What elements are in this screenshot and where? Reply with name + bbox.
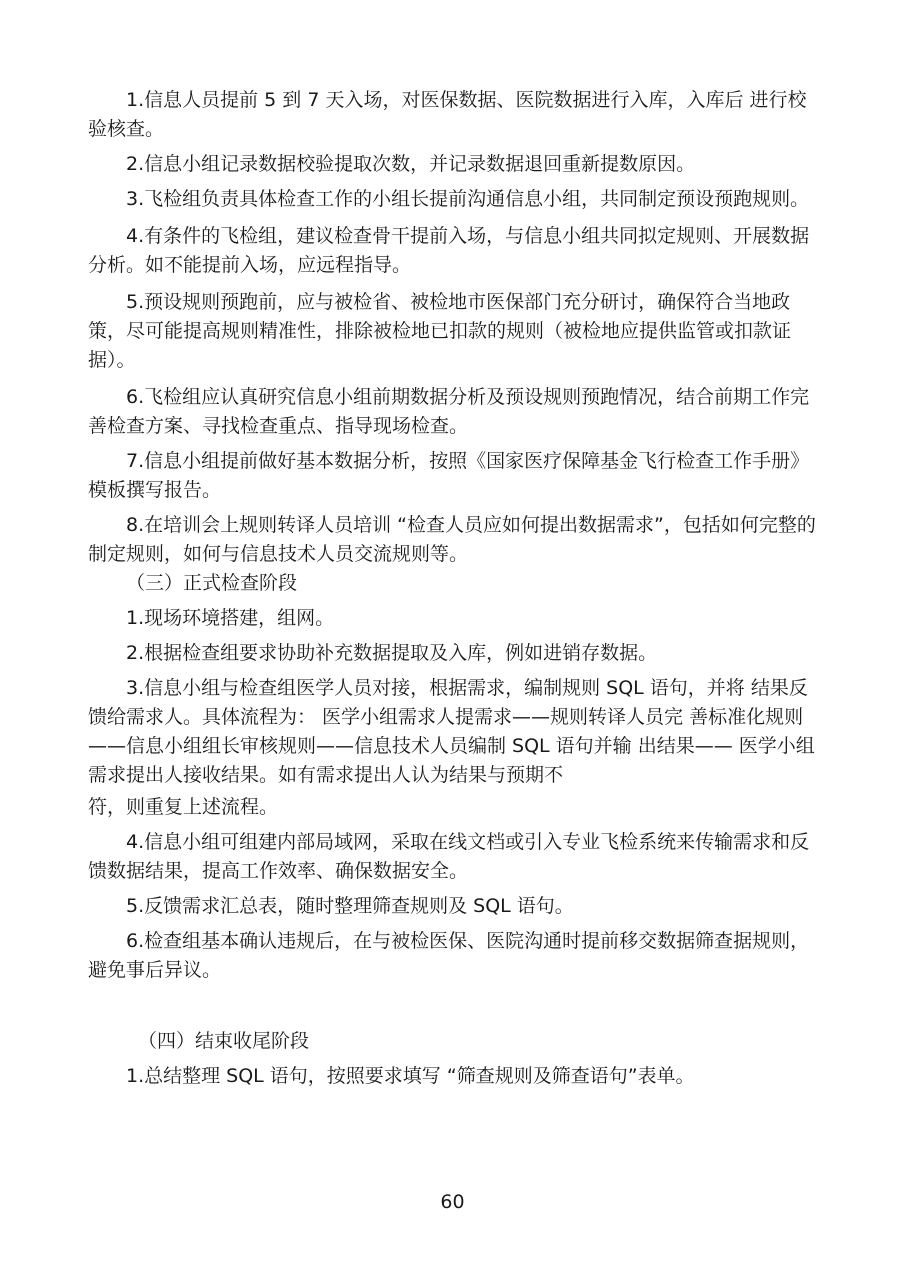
paragraph-4: 4.有条件的飞检组，建议检查骨干提前入场，与信息小组共同拟定规则、开展数据分析。如不能提前入场，应远程指导。 (88, 225, 810, 276)
paragraph-1: 1.信息人员提前 5 到 7 天入场，对医保数据、医院数据进行入库，入库后 进行校验核查。 (88, 89, 807, 140)
body-text (88, 86, 822, 1091)
section3-item-4: 4.信息小组可组建内部局域网，采取在线文档或引入专业飞检系统来传输需求和反馈数据结果，提高工作效率、确保数据安全。 (88, 831, 810, 882)
paragraph-5: 5.预设规则预跑前，应与被检省、被检地市医保部门充分研讨，确保符合当地政策，尽可能提高规则精准性，排除被检地已扣款的规则（被检地应提供监管或扣款证据）。 (88, 291, 792, 371)
section-heading-3: （三）正式检查阶段 (126, 572, 298, 594)
paragraph-2: 2.信息小组记录数据校验提取次数，并记录数据退回重新提数原因。 (126, 153, 696, 175)
paragraph-3: 3.飞检组负责具体检查工作的小组长提前沟通信息小组，共同制定预设预跑规则。 (126, 188, 810, 210)
paragraph-6: 6.飞检组应认真研究信息小组前期数据分析及预设规则预跑情况，结合前期工作完善检查方案、寻找检查重点、指导现场检查。 (88, 386, 810, 437)
section3-item-3-continued: 符，则重复上述流程。 (88, 796, 279, 818)
section3-item-3: 3.信息小组与检查组医学人员对接，根据需求，编制规则 SQL 语句，并将 结果反馈给需求人。具体流程为： 医学小组需求人提需求——规则转译人员完 善标准化规则——信息小组组长审核规则——信息技术人员编制 SQL 语句并输 出结果—— 医学小组需求提出人接收结果。如有需求提出人认为结果与预期不 (88, 677, 815, 786)
paragraph-8: 8.在培训会上规则转译人员培训 “检查人员应如何提出数据需求”，包括如何完整的制定规则，如何与信息技术人员交流规则等。 (88, 514, 816, 565)
section4-item-1: 1.总结整理 SQL 语句，按照要求填写 “筛查规则及筛查语句”表单。 (126, 1065, 695, 1087)
section3-item-6: 6.检查组基本确认违规后，在与被检医保、医院沟通时提前移交数据筛查据规则，避免事后异议。 (88, 930, 810, 981)
section3-item-5: 5.反馈需求汇总表，随时整理筛查规则及 SQL 语句。 (126, 895, 574, 917)
section-heading-4: （四）结束收尾阶段 (138, 1030, 310, 1052)
section3-item-1: 1.现场环境搭建，组网。 (126, 607, 335, 629)
paragraph-7: 7.信息小组提前做好基本数据分析，按照《国家医疗保障基金飞行检查工作手册》模板撰写报告。 (88, 450, 810, 501)
page-number: 60 (440, 1191, 465, 1213)
section3-item-2: 2.根据检查组要求协助补充数据提取及入库，例如进销存数据。 (126, 642, 658, 664)
